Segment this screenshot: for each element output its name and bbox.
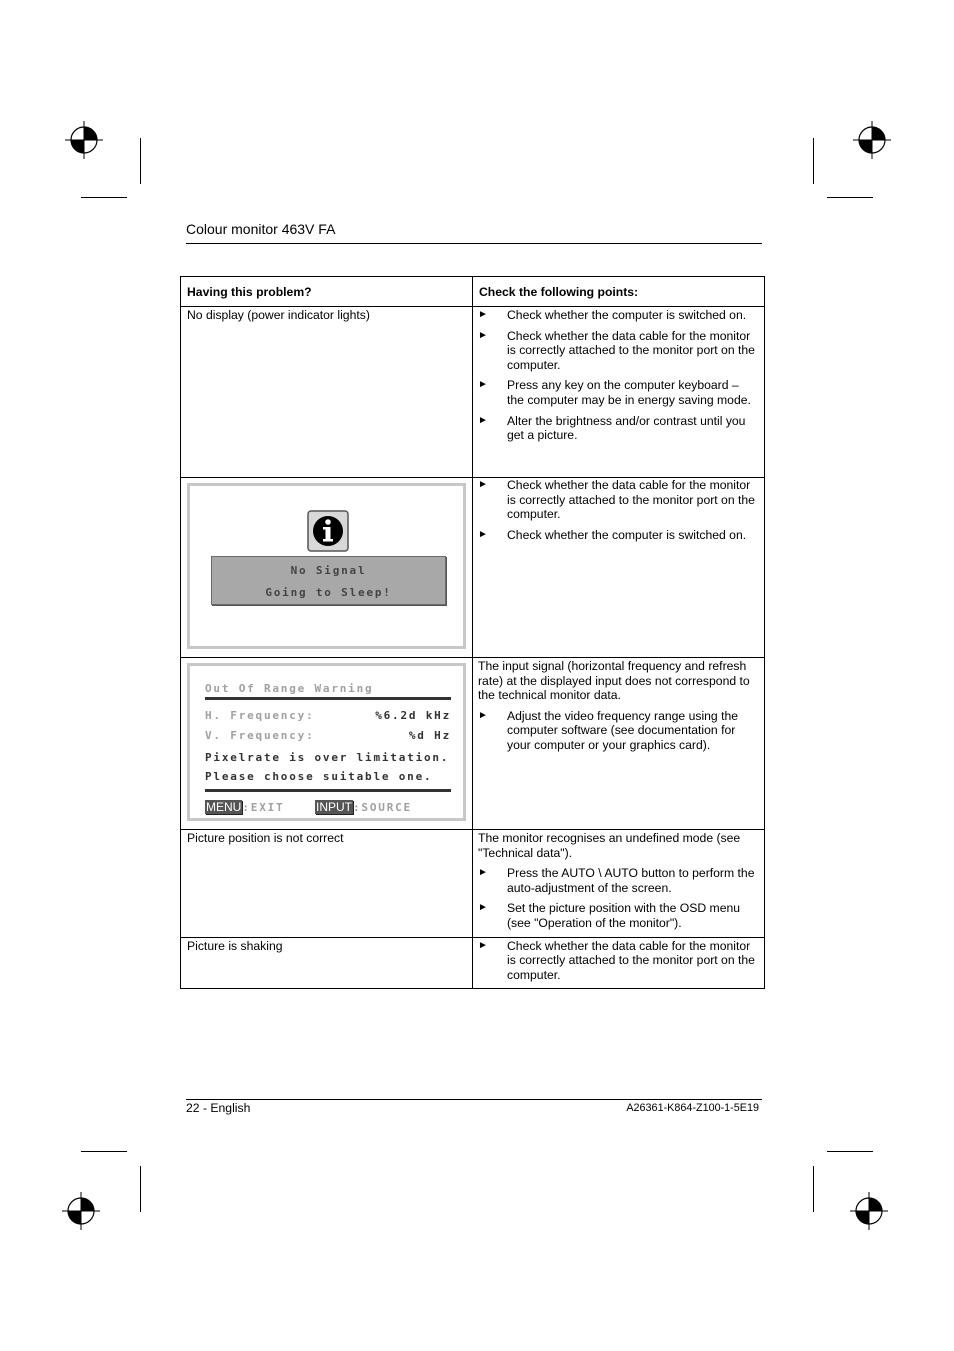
document-id: A26361-K864-Z100-1-5E19 (626, 1102, 759, 1114)
intro-text: The input signal (horizontal frequency and refresh rate) at the displayed input does not correspond to the technical monitor data. (478, 659, 750, 703)
bullet-triangle-icon: ► (478, 329, 488, 341)
table-row (181, 478, 765, 658)
osd-line: No Signal (290, 564, 367, 577)
info-icon (307, 510, 349, 552)
problem-text: No display (power indicator lights) (187, 308, 370, 322)
bullet-triangle-icon: ► (478, 939, 488, 951)
menu-action-label: :EXIT (242, 801, 285, 814)
crop-mark (140, 138, 141, 184)
registration-mark-icon (62, 1192, 100, 1230)
menu-key-label: MENU (206, 800, 242, 814)
list-item: ► Check whether the computer is switched on. (478, 308, 747, 322)
osd-divider (205, 789, 451, 792)
checklist (473, 478, 764, 542)
osd-label: V. Frequency: (205, 729, 315, 742)
list-item: ► Check whether the data cable for the monitor is correctly attached to the monitor port on the computer. (478, 938, 755, 982)
column-header-checks: Check the following points: (479, 285, 639, 299)
osd-message-panel (211, 556, 446, 605)
osd-message: Pixelrate is over limitation. (205, 751, 450, 764)
footer-rule (186, 1099, 762, 1100)
osd-value: %6.2d kHz (375, 709, 451, 722)
no-signal-screen-image (187, 483, 466, 649)
list-item: ► Alter the brightness and/or contrast until you get a picture. (478, 413, 746, 443)
bullet-triangle-icon: ► (478, 902, 488, 914)
crop-mark (827, 1151, 873, 1152)
osd-value: %d Hz (408, 729, 451, 742)
checklist (473, 938, 764, 983)
problem-text: Picture position is not correct (187, 831, 344, 845)
osd-footer (315, 800, 412, 816)
input-key-label: INPUT (316, 800, 352, 814)
list-item: ► Check whether the computer is switched on. (478, 527, 747, 542)
problem-text: Picture is shaking (187, 938, 283, 953)
list-item: ► Press the AUTO \ AUTO button to perform the auto-adjustment of the screen. (478, 866, 755, 895)
bullet-triangle-icon: ► (478, 709, 488, 721)
out-of-range-screen-image (187, 663, 466, 821)
bullet-triangle-icon: ► (478, 379, 488, 391)
table-row (181, 937, 765, 989)
osd-title: Out Of Range Warning (205, 682, 374, 695)
list-item: ► Press any key on the computer keyboard – the computer may be in energy saving mode. (478, 378, 751, 407)
list-item: ► Check whether the data cable for the monitor is correctly attached to the monitor port on the computer. (478, 328, 755, 372)
table-header-row (181, 277, 765, 307)
checklist (473, 866, 764, 930)
list-item: ► Check whether the data cable for the monitor is correctly attached to the monitor port on the computer. (478, 478, 755, 522)
list-item: ► Set the picture position with the OSD menu (see "Operation of the monitor"). (478, 901, 741, 930)
checklist (473, 307, 764, 443)
crop-mark (81, 1151, 127, 1152)
bullet-triangle-icon: ► (478, 414, 488, 426)
bullet-triangle-icon: ► (478, 528, 488, 540)
intro-text: The monitor recognises an undefined mode (see "Technical data"). (478, 831, 741, 860)
registration-mark-icon (850, 1192, 888, 1230)
crop-mark (813, 138, 814, 184)
bullet-triangle-icon: ► (478, 479, 488, 490)
table-row (181, 658, 765, 830)
osd-footer (205, 800, 284, 816)
osd-message: Please choose suitable one. (205, 770, 433, 783)
table-row (181, 307, 765, 478)
osd-divider (205, 697, 451, 700)
column-header-problem: Having this problem? (187, 285, 312, 299)
registration-mark-icon (853, 121, 891, 159)
running-header: Colour monitor 463V FA (186, 221, 336, 237)
troubleshooting-table (180, 276, 765, 989)
crop-mark (81, 197, 127, 198)
list-item: ► Adjust the video frequency range using the computer software (see documentation for your computer or your graphics card). (478, 708, 739, 752)
input-action-label: :SOURCE (353, 801, 412, 814)
registration-mark-icon (65, 121, 103, 159)
crop-mark (827, 197, 873, 198)
table-row (181, 830, 765, 938)
osd-label: H. Frequency: (205, 709, 315, 722)
bullet-triangle-icon: ► (478, 309, 488, 320)
page-number: 22 - English (186, 1101, 251, 1115)
osd-line: Going to Sleep! (265, 586, 392, 599)
bullet-triangle-icon: ► (478, 867, 488, 879)
header-rule (186, 243, 762, 244)
crop-mark (813, 1166, 814, 1212)
crop-mark (140, 1166, 141, 1212)
checklist (473, 709, 764, 753)
